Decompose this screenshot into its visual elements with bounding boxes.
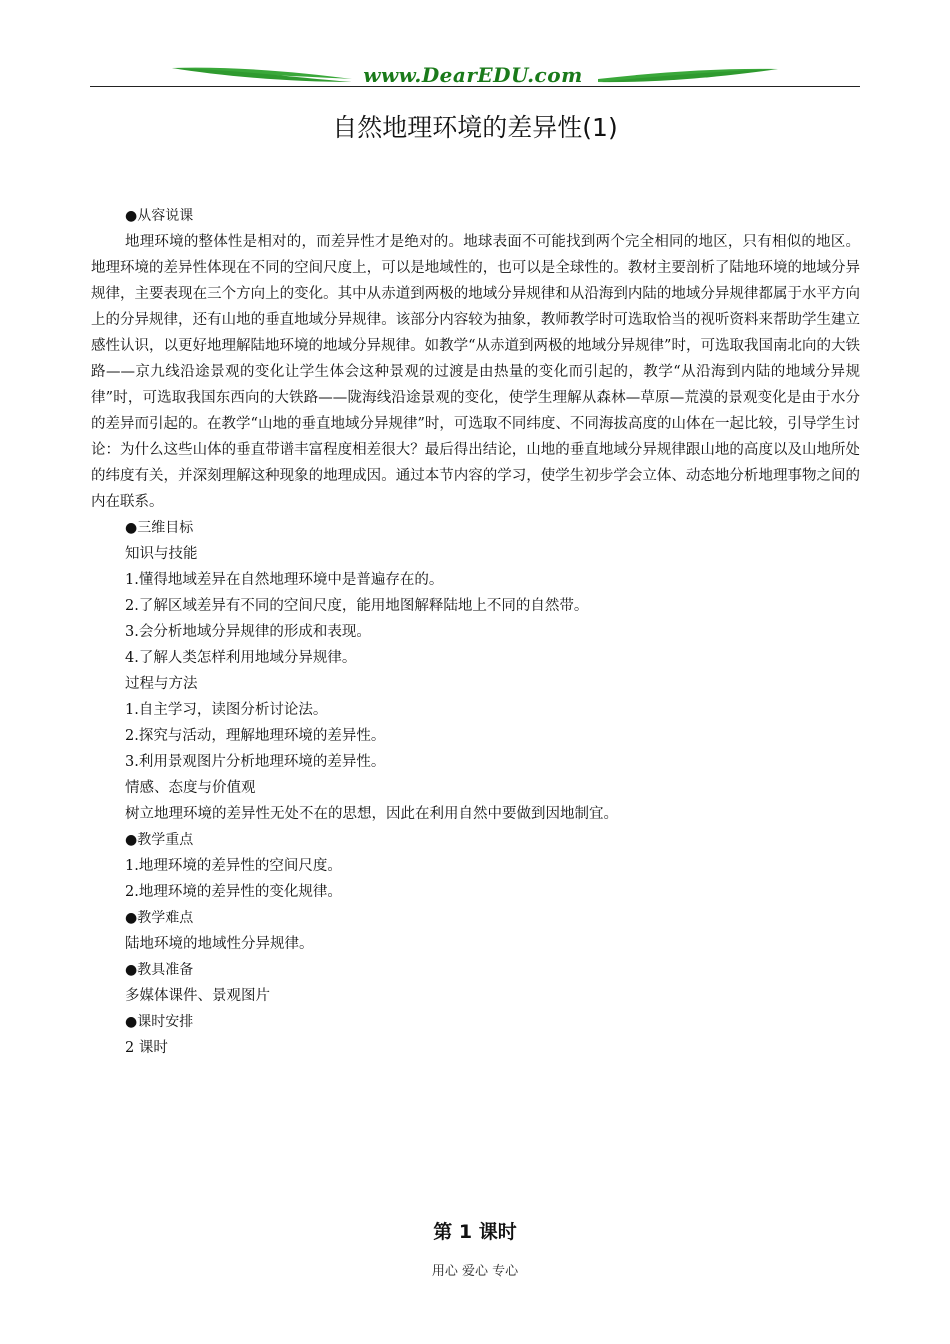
knowledge-item: 2.了解区域差异有不同的空间尺度，能用地图解释陆地上不同的自然带。 (125, 598, 589, 614)
knowledge-item: 1.懂得地域差异在自然地理环境中是普遍存在的。 (125, 572, 444, 588)
key-point-item: 2.地理环境的差异性的变化规律。 (125, 884, 342, 900)
process-item: 2.探究与活动，理解地理环境的差异性。 (125, 728, 386, 744)
page-title: 自然地理环境的差异性(1) (332, 113, 618, 142)
tools-heading: ●教具准备 (125, 962, 194, 978)
key-points-heading: ●教学重点 (125, 832, 194, 848)
goals-heading: ●三维目标 (125, 520, 194, 536)
knowledge-item: 4.了解人类怎样利用地域分异规律。 (125, 650, 357, 666)
document-body (91, 203, 860, 1061)
emotion-label: 情感、态度与价值观 (125, 780, 256, 796)
emotion-text: 树立地理环境的差异性无处不在的思想，因此在利用自然中要做到因地制宜。 (125, 806, 618, 822)
schedule-heading: ●课时安排 (125, 1014, 194, 1030)
key-point-item: 1.地理环境的差异性的空间尺度。 (125, 858, 342, 874)
knowledge-item: 3.会分析地域分异规律的形成和表现。 (125, 624, 371, 640)
process-item: 1.自主学习，读图分析讨论法。 (125, 702, 328, 718)
intro-heading: ●从容说课 (125, 208, 194, 224)
lesson-heading: 第 1 课时 (433, 1221, 517, 1243)
intro-paragraph: 地理环境的整体性是相对的，而差异性才是绝对的。地球表面不可能找到两个完全相同的地区，只有相似的地区。地理环境的差异性体现在不同的空间尺度上，可以是地域性的，也可以是全球性的。教材主要剖析了陆地环境的地域分异规律，主要表现在三个方向上的变化。其中从赤道到两极的地域分异规律和从沿海到内陆的地域分异规律都属于水平方向上的分异规律，还有山地的垂直地域分异规律。该部分内容较为抽象，教师教学时可选取恰当的视听资料来帮助学生建立感性认识，以更好地理解陆地环境的地域分异规律。如教学“从赤道到两极的地域分异规律”时，可选取我国南北向的大铁路——京九线沿途景观的变化让学生体会这种景观的过渡是由热量的变化而引起的，教学“从沿海到内陆的地域分异规律”时，可选取我国东西向的大铁路——陇海线沿途景观的变化，使学生理解从森林—草原—荒漠的景观变化是由于水分的差异而引起的。在教学“山地的垂直地域分异规律”时，可选取不同纬度、不同海拔高度的山体在一起比较，引导学生讨论：为什么这些山体的垂直带谱丰富程度相差很大？最后得出结论，山地的垂直地域分异规律跟山地的高度以及山地所处的纬度有关，并深刻理解这种现象的地理成因。通过本节内容的学习，使学生初步学会立体、动态地分析地理事物之间的内在联系。 (91, 234, 860, 510)
process-label: 过程与方法 (125, 676, 198, 692)
difficulty-heading: ●教学难点 (125, 910, 194, 926)
process-item: 3.利用景观图片分析地理环境的差异性。 (125, 754, 386, 770)
site-logo[interactable]: www.DearEDU.com (363, 63, 583, 87)
tools-text: 多媒体课件、景观图片 (125, 988, 270, 1004)
site-header (0, 58, 950, 98)
knowledge-label: 知识与技能 (125, 546, 198, 562)
page-footer: 用心 爱心 专心 (431, 1264, 519, 1279)
header-rule (90, 86, 860, 87)
difficulty-text: 陆地环境的地域性分异规律。 (125, 936, 314, 952)
schedule-text: 2 课时 (125, 1040, 168, 1056)
